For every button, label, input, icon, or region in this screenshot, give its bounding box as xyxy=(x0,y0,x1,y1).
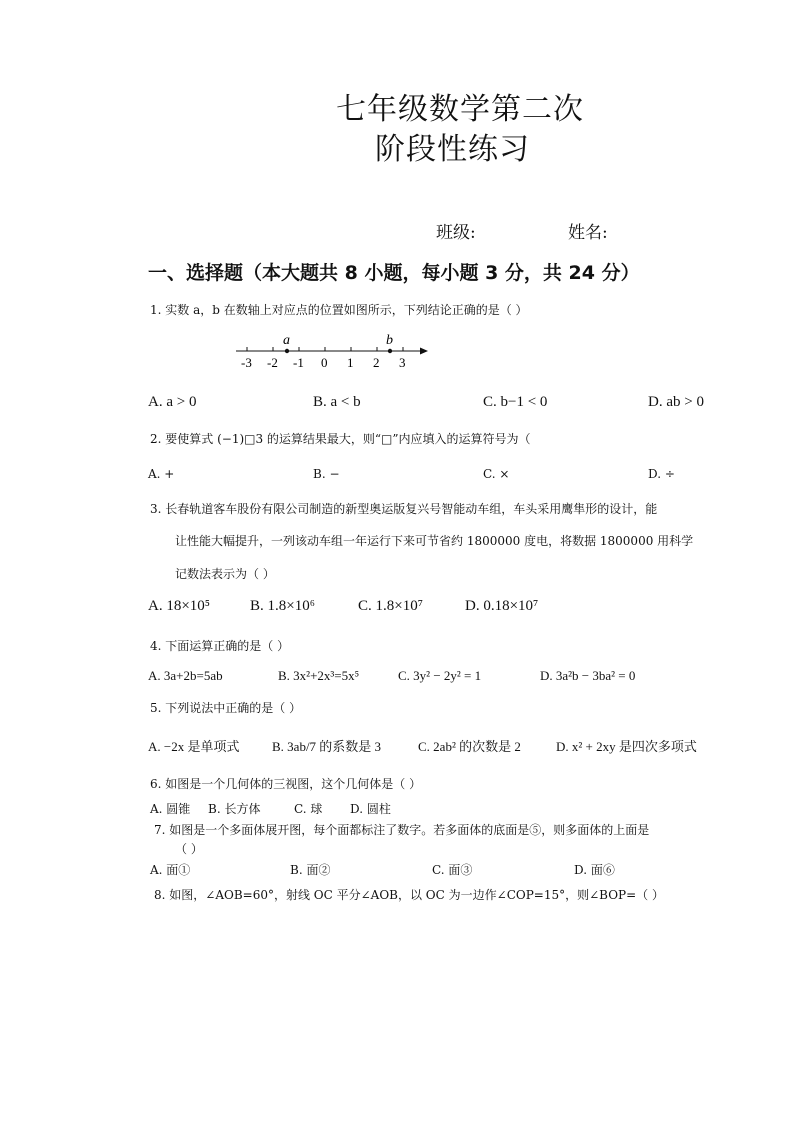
question-3-text-line-1: 3. 长春轨道客车股份有限公司制造的新型奥运版复兴号智能动车组，车头采用鹰隼形的设计，能 xyxy=(150,502,658,516)
question-7-text-line-2: （ ） xyxy=(175,842,203,856)
tick-label: -1 xyxy=(293,355,304,370)
question-6-option-b: B. 长方体 xyxy=(208,802,261,816)
question-3-option-a: A. 18×10⁵ xyxy=(148,598,211,614)
question-2-option-d: D. ÷ xyxy=(648,467,675,481)
name-label: 姓名: xyxy=(568,223,608,243)
question-7-text-line-1: 7. 如图是一个多面体展开图，每个面都标注了数字。若多面体的底面是⑤，则多面体的上面是 xyxy=(154,823,650,837)
tick-label: 2 xyxy=(373,355,380,370)
point-b-dot xyxy=(388,349,392,353)
number-line-figure xyxy=(232,330,432,372)
question-1-option-d: D. ab > 0 xyxy=(648,394,704,410)
question-3-option-c: C. 1.8×10⁷ xyxy=(358,598,423,614)
question-1-option-c: C. b−1 < 0 xyxy=(483,394,548,410)
question-3-option-b: B. 1.8×10⁶ xyxy=(250,598,315,614)
question-7-option-b: B. 面② xyxy=(290,863,331,877)
number-line-ticks xyxy=(247,347,403,351)
question-3-text-line-3: 记数法表示为（ ） xyxy=(175,567,275,581)
question-4-option-a: A. 3a+2b=5ab xyxy=(148,668,223,683)
question-2-option-a: A. + xyxy=(148,467,175,481)
tick-label: -2 xyxy=(267,355,278,370)
question-7-option-a: A. 面① xyxy=(150,863,191,877)
question-4-text: 4. 下面运算正确的是（ ） xyxy=(150,639,290,653)
question-2-option-c: C. × xyxy=(483,467,510,481)
point-b-label: b xyxy=(386,333,393,348)
question-5-option-d: D. x² + 2xy 是四次多项式 xyxy=(556,739,697,754)
question-7-option-c: C. 面③ xyxy=(432,863,473,877)
question-6-option-d: D. 圆柱 xyxy=(350,802,391,816)
page-title-line2: 阶段性练习 xyxy=(375,132,530,167)
section-heading: 一、选择题（本大题共 8 小题，每小题 3 分，共 24 分） xyxy=(148,262,640,284)
point-a-dot xyxy=(285,349,289,353)
tick-label: -3 xyxy=(241,355,252,370)
question-4-option-b: B. 3x²+2x³=5x⁵ xyxy=(278,668,360,683)
number-line-arrow xyxy=(420,348,428,355)
tick-label: 0 xyxy=(321,355,328,370)
question-5-option-b: B. 3ab/7 的系数是 3 xyxy=(272,739,382,754)
question-1-option-b: B. a < b xyxy=(313,394,361,410)
question-1-text: 1. 实数 a，b 在数轴上对应点的位置如图所示，下列结论正确的是（ ） xyxy=(150,303,528,317)
question-8-text: 8. 如图，∠AOB=60°，射线 OC 平分∠AOB，以 OC 为一边作∠COP=15°，则∠BOP=（ ） xyxy=(154,888,664,902)
tick-label: 1 xyxy=(347,355,354,370)
question-2-text: 2. 要使算式 (−1)□3 的运算结果最大，则“□”内应填入的运算符号为（ xyxy=(150,432,531,446)
point-a-label: a xyxy=(283,333,290,348)
question-6-text: 6. 如图是一个几何体的三视图，这个几何体是（ ） xyxy=(150,777,422,791)
question-1-option-a: A. a > 0 xyxy=(148,394,197,410)
question-4-option-d: D. 3a²b − 3ba² = 0 xyxy=(540,668,636,683)
question-5-option-a: A. −2x 是单项式 xyxy=(148,739,240,754)
class-label: 班级: xyxy=(436,223,476,243)
page-title-line1: 七年级数学第二次 xyxy=(336,92,584,127)
question-2-option-b: B. − xyxy=(313,467,340,481)
tick-label: 3 xyxy=(399,355,406,370)
question-6-option-c: C. 球 xyxy=(294,802,323,816)
question-6-option-a: A. 圆锥 xyxy=(150,802,191,816)
question-7-option-d: D. 面⑥ xyxy=(574,863,615,877)
question-3-option-d: D. 0.18×10⁷ xyxy=(465,598,539,614)
question-3-text-line-2: 让性能大幅提升，一列该动车组一年运行下来可节省约 1800000 度电，将数据 1800000 用科学 xyxy=(175,534,694,548)
question-5-text: 5. 下列说法中正确的是（ ） xyxy=(150,701,302,715)
question-5-option-c: C. 2ab² 的次数是 2 xyxy=(418,739,521,754)
question-4-option-c: C. 3y² − 2y² = 1 xyxy=(398,668,482,683)
